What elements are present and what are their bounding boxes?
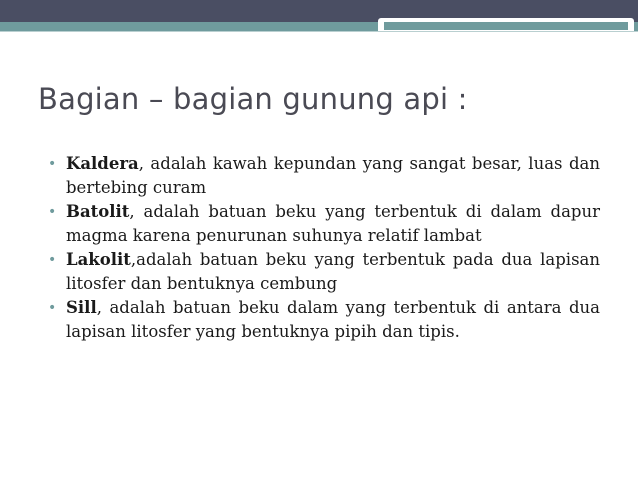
bullet-list	[48, 152, 600, 344]
definition: , adalah batuan beku dalam yang terbentuk di antara dua lapisan litosfer yang bentuknya pipih dan tipis.	[66, 298, 600, 341]
definition: ,adalah batuan beku yang terbentuk pada dua lapisan litosfer dan bentuknya cembung	[66, 250, 600, 293]
bullet-icon: •	[48, 204, 57, 220]
bullet-icon: •	[48, 300, 57, 316]
term: Lakolit	[66, 250, 131, 269]
definition: , adalah kawah kepundan yang sangat besar, luas dan bertebing curam	[66, 154, 600, 197]
term: Kaldera	[66, 154, 139, 173]
list-item	[48, 248, 600, 296]
slide-title: Bagian – bagian gunung api :	[38, 82, 468, 116]
bullet-icon: •	[48, 252, 57, 268]
term: Batolit	[66, 202, 130, 221]
term: Sill	[66, 298, 97, 317]
header-tab-accent	[384, 22, 628, 30]
header-divider	[0, 31, 638, 32]
bullet-icon: •	[48, 156, 57, 172]
list-item	[48, 296, 600, 344]
list-item	[48, 152, 600, 200]
list-item	[48, 200, 600, 248]
definition: , adalah batuan beku yang terbentuk di dalam dapur magma karena penurunan suhunya relatif lambat	[66, 202, 600, 245]
